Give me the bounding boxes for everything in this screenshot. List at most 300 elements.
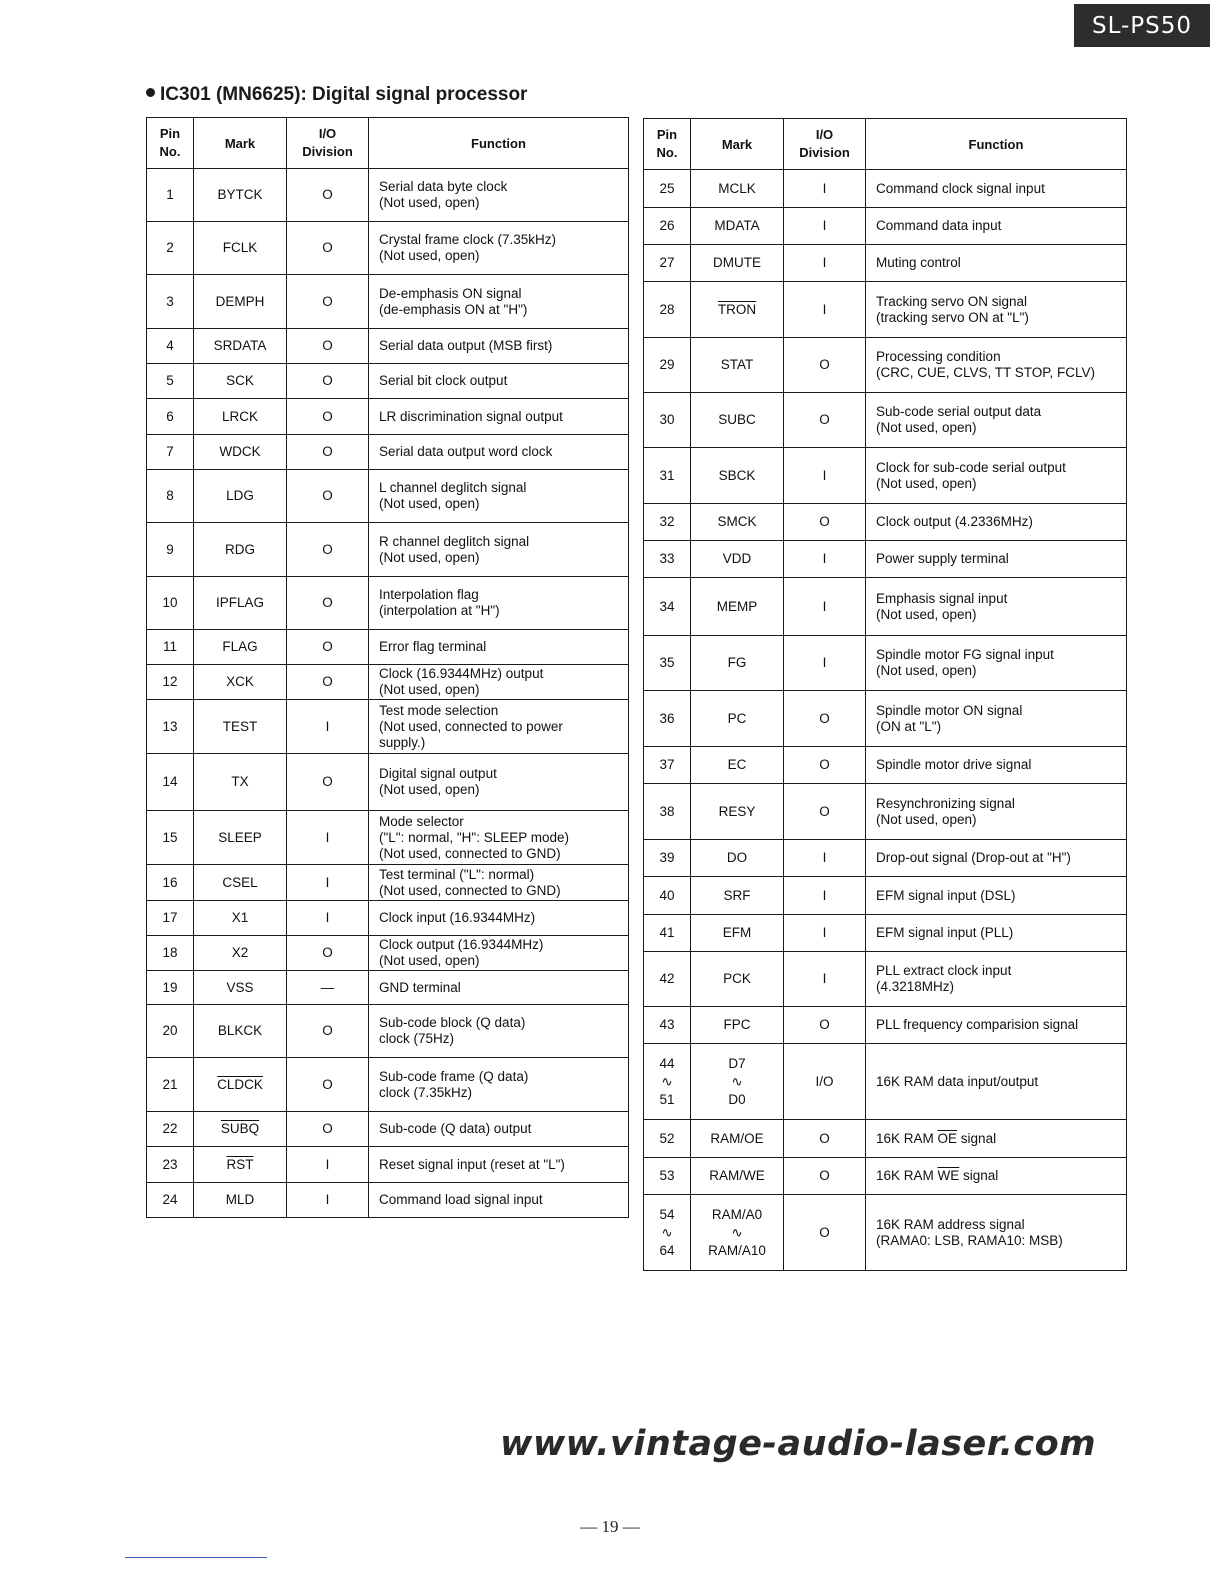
io-cell: O	[784, 504, 866, 541]
header-io-line1: I/O	[318, 126, 337, 141]
table-row	[147, 275, 629, 329]
function-line: (4.3218MHz)	[876, 979, 955, 994]
table-row	[644, 784, 1127, 840]
header-io	[784, 119, 866, 170]
function-line: Clock input (16.9344MHz)	[379, 910, 536, 925]
mark-label: EC	[727, 757, 747, 772]
io-cell: O	[784, 784, 866, 840]
function-line: (Not used, open)	[876, 606, 977, 622]
pin-number: 44	[659, 1055, 675, 1071]
section-title-text: IC301 (MN6625): Digital signal processor	[160, 84, 528, 105]
function-line: Spindle motor ON signal	[876, 702, 1023, 718]
pin-number: 27	[659, 255, 675, 270]
function-cell	[866, 208, 1127, 245]
table-row	[644, 1044, 1127, 1120]
mark-label: X1	[231, 910, 249, 925]
table-row	[644, 208, 1127, 245]
mark-label: FCLK	[222, 240, 258, 255]
mark-label: TX	[231, 774, 249, 789]
function-line: clock (75Hz)	[379, 1031, 455, 1046]
table-header-row	[147, 118, 629, 169]
function-line: (Not used, open)	[379, 953, 480, 968]
header-function: Function	[369, 118, 629, 169]
mark-label: X2	[231, 945, 249, 960]
mark-cell	[691, 245, 784, 282]
pin-number: 42	[659, 971, 675, 986]
table-row	[644, 578, 1127, 636]
pin-number: 1	[166, 187, 174, 202]
mark-cell	[194, 630, 287, 665]
function-line: (CRC, CUE, CLVS, TT STOP, FCLV)	[876, 365, 1096, 380]
io-cell: O	[287, 470, 369, 523]
mark-label: XCK	[226, 674, 254, 689]
function-cell	[866, 578, 1127, 636]
function-line: De-emphasis ON signal	[379, 285, 522, 301]
io-cell: I	[784, 840, 866, 877]
mark-cell	[691, 393, 784, 448]
header-pin-line1: Pin	[159, 126, 181, 141]
pin-cell	[147, 754, 194, 811]
pin-cell	[644, 1044, 691, 1120]
pin-cell	[147, 1005, 194, 1058]
function-line: Clock for sub-code serial output	[876, 459, 1066, 475]
header-function: Function	[866, 119, 1127, 170]
io-cell: O	[287, 523, 369, 577]
pin-cell	[644, 691, 691, 747]
io-cell: O	[287, 754, 369, 811]
pin-cell	[147, 901, 194, 936]
function-line: R channel deglitch signal	[379, 533, 530, 549]
table-row	[644, 393, 1127, 448]
mark-label: ∿	[731, 1224, 743, 1240]
function-line: EFM signal input (DSL)	[876, 887, 1016, 903]
io-cell: O	[287, 1112, 369, 1147]
function-cell	[369, 936, 629, 971]
mark-cell	[194, 665, 287, 700]
pin-number: 21	[162, 1076, 178, 1092]
header-pin-line2: No.	[159, 144, 181, 159]
function-cell	[369, 1112, 629, 1147]
function-line: Interpolation flag	[379, 587, 479, 602]
pin-number: 14	[162, 774, 178, 789]
io-cell: O	[287, 364, 369, 399]
table-row	[644, 840, 1127, 877]
left-rows	[147, 169, 629, 1218]
io-cell: I	[287, 1183, 369, 1218]
mark-label: RDG	[225, 541, 255, 557]
pin-number: 31	[659, 467, 675, 483]
function-cell	[369, 169, 629, 222]
mark-cell	[691, 541, 784, 578]
pin-number: 39	[659, 850, 675, 865]
pin-number: 16	[162, 874, 178, 890]
pin-cell	[147, 577, 194, 630]
function-cell	[369, 1147, 629, 1183]
pin-number: 37	[659, 757, 675, 772]
table-row	[147, 1147, 629, 1183]
table-row	[644, 245, 1127, 282]
function-cell	[369, 1183, 629, 1218]
pin-number: 51	[659, 1091, 675, 1107]
pin-cell	[644, 915, 691, 952]
function-line: supply.)	[379, 734, 426, 750]
function-line: (tracking servo ON at "L")	[876, 309, 1029, 325]
pin-cell	[644, 448, 691, 504]
mark-cell	[691, 747, 784, 784]
mark-cell	[691, 208, 784, 245]
function-cell	[866, 541, 1127, 578]
pin-cell	[644, 747, 691, 784]
pin-cell	[147, 470, 194, 523]
pin-cell	[644, 840, 691, 877]
function-line: (Not used, connected to power	[379, 718, 563, 734]
function-cell	[866, 1007, 1127, 1044]
table-row	[147, 865, 629, 901]
io-cell: I/O	[784, 1044, 866, 1120]
mark-cell	[691, 448, 784, 504]
header-mark: Mark	[194, 118, 287, 169]
mark-cell	[194, 811, 287, 865]
function-line: LR discrimination signal output	[379, 408, 563, 424]
function-line: (Not used, open)	[876, 663, 977, 678]
function-line: Digital signal output	[379, 766, 497, 781]
function-line: (Not used, open)	[379, 549, 480, 565]
function-line: Power supply terminal	[876, 551, 1009, 566]
function-cell	[866, 1158, 1127, 1195]
function-cell	[369, 329, 629, 364]
pin-cell	[644, 541, 691, 578]
mark-cell	[194, 700, 287, 754]
pin-cell	[147, 523, 194, 577]
pin-cell	[644, 170, 691, 208]
function-cell	[866, 1120, 1127, 1158]
pin-cell	[147, 329, 194, 364]
pin-number: 11	[162, 639, 177, 654]
pin-cell	[147, 222, 194, 275]
io-cell: I	[287, 811, 369, 865]
table-row	[644, 747, 1127, 784]
function-line: (Not used, open)	[379, 248, 480, 263]
table-row	[147, 399, 629, 435]
mark-cell	[691, 840, 784, 877]
function-cell	[369, 470, 629, 523]
io-cell: O	[784, 1120, 866, 1158]
pin-cell	[644, 208, 691, 245]
pin-number: 13	[162, 718, 178, 734]
function-line: (RAMA0: LSB, RAMA10: MSB)	[876, 1232, 1063, 1248]
header-mark: Mark	[691, 119, 784, 170]
function-cell	[369, 901, 629, 936]
function-cell	[369, 971, 629, 1005]
pin-number: 10	[162, 595, 178, 610]
function-line: (Not used, open)	[876, 475, 977, 491]
table-row	[147, 222, 629, 275]
function-cell	[866, 448, 1127, 504]
function-line: L channel deglitch signal	[379, 480, 527, 495]
mark-label: SUBQ	[220, 1121, 260, 1136]
mark-label: IPFLAG	[215, 595, 264, 610]
function-cell	[866, 915, 1127, 952]
pin-number: 23	[162, 1156, 178, 1172]
function-cell	[866, 747, 1127, 784]
mark-label: CLDCK	[217, 1076, 263, 1092]
mark-cell	[691, 915, 784, 952]
pin-number: 17	[162, 910, 178, 925]
mark-label: BYTCK	[217, 187, 263, 202]
mark-label: $\overline{RST}$	[226, 1156, 254, 1172]
pin-number: 4	[166, 338, 174, 353]
function-line: Test mode selection	[379, 702, 499, 718]
pin-number: 54	[659, 1206, 675, 1222]
mark-cell	[194, 936, 287, 971]
table-row	[147, 971, 629, 1005]
pin-cell	[147, 1112, 194, 1147]
mark-label: D0	[728, 1091, 746, 1107]
function-cell	[866, 282, 1127, 338]
function-cell	[866, 1195, 1127, 1271]
function-line: Spindle motor drive signal	[876, 757, 1032, 772]
io-cell: O	[287, 222, 369, 275]
function-cell	[369, 275, 629, 329]
table-row	[644, 448, 1127, 504]
mark-cell	[194, 364, 287, 399]
model-badge: SL-PS50	[1074, 4, 1210, 47]
mark-cell	[194, 470, 287, 523]
mark-label: MLD	[225, 1192, 255, 1207]
mark-label: LRCK	[221, 408, 258, 424]
function-cell	[866, 1044, 1127, 1120]
pin-cell	[147, 364, 194, 399]
io-cell: I	[287, 700, 369, 754]
pin-cell	[644, 1007, 691, 1044]
pin-cell	[147, 700, 194, 754]
function-cell	[866, 691, 1127, 747]
function-line: Mode selector	[379, 813, 464, 829]
io-cell: O	[784, 1158, 866, 1195]
function-cell	[369, 665, 629, 700]
mark-cell	[194, 1058, 287, 1112]
mark-label: FG	[727, 655, 747, 670]
function-line: PLL frequency comparision signal	[876, 1017, 1079, 1032]
table-row	[147, 577, 629, 630]
header-pin-line1: Pin	[656, 127, 678, 142]
function-cell	[866, 245, 1127, 282]
function-line: Command load signal input	[379, 1192, 543, 1207]
mark-cell	[691, 338, 784, 393]
function-line: ("L": normal, "H": SLEEP mode)	[379, 829, 569, 845]
io-cell: O	[287, 1058, 369, 1112]
mark-cell	[691, 1158, 784, 1195]
function-line: 16K RAM address signal	[876, 1216, 1025, 1232]
table-row	[644, 170, 1127, 208]
header-io-line2: Division	[799, 145, 850, 160]
mark-label: BLKCK	[217, 1023, 263, 1038]
pin-number: 12	[162, 674, 178, 689]
pin-table-right	[643, 118, 1127, 1271]
mark-cell	[194, 1112, 287, 1147]
function-cell	[866, 393, 1127, 448]
io-cell: I	[784, 208, 866, 245]
pin-cell	[644, 578, 691, 636]
pin-number: 25	[659, 180, 675, 196]
io-cell: O	[784, 1007, 866, 1044]
mark-cell	[194, 523, 287, 577]
io-cell: I	[784, 282, 866, 338]
table-row	[147, 754, 629, 811]
pin-cell	[644, 784, 691, 840]
pin-table-left	[146, 117, 629, 1218]
function-line: (ON at "L")	[876, 718, 942, 734]
mark-cell	[691, 1007, 784, 1044]
function-cell	[369, 700, 629, 754]
table-header-row	[644, 119, 1127, 170]
table-row	[644, 1195, 1127, 1271]
overline-text: $\overline{OE}$	[937, 1130, 958, 1146]
table-row	[644, 282, 1127, 338]
mark-label: PCK	[723, 971, 751, 986]
mark-label: LDG	[226, 488, 254, 503]
table-row	[147, 1183, 629, 1218]
mark-label: PC	[727, 710, 747, 726]
function-cell	[866, 877, 1127, 915]
mark-label: SRF	[723, 887, 751, 903]
function-cell	[369, 1058, 629, 1112]
pin-number: 5	[166, 373, 174, 388]
table-row	[147, 1005, 629, 1058]
table-row	[644, 636, 1127, 691]
io-cell: O	[287, 1005, 369, 1058]
mark-cell	[194, 169, 287, 222]
table-row	[147, 435, 629, 470]
table-row	[644, 952, 1127, 1007]
function-line: Tracking servo ON signal	[876, 293, 1028, 309]
function-line: (Not used, open)	[876, 811, 977, 827]
function-line: (Not used, open)	[379, 682, 480, 697]
function-cell	[369, 435, 629, 470]
io-cell: O	[784, 393, 866, 448]
function-line: (Not used, open)	[876, 420, 977, 435]
pin-cell	[147, 399, 194, 435]
function-cell	[866, 840, 1127, 877]
pin-number: 20	[162, 1023, 178, 1038]
pin-number: 18	[162, 945, 178, 960]
mark-cell	[691, 1044, 784, 1120]
pin-cell	[147, 811, 194, 865]
function-line: clock (7.35kHz)	[379, 1084, 473, 1100]
pin-cell	[147, 1147, 194, 1183]
table-row	[147, 665, 629, 700]
mark-label: SCK	[226, 373, 254, 388]
pin-cell	[644, 952, 691, 1007]
function-line: Clock output (16.9344MHz)	[379, 937, 544, 952]
function-line: (de-emphasis ON at "H")	[379, 301, 528, 317]
io-cell: O	[784, 747, 866, 784]
table-row	[644, 338, 1127, 393]
pin-cell	[147, 1058, 194, 1112]
pin-number: 30	[659, 412, 675, 427]
pin-cell	[147, 169, 194, 222]
function-cell	[369, 577, 629, 630]
table-row	[147, 1112, 629, 1147]
pin-cell	[644, 245, 691, 282]
mark-label: RESY	[718, 803, 756, 819]
pin-cell	[147, 865, 194, 901]
mark-label: CSEL	[222, 874, 258, 890]
mark-label: WDCK	[219, 444, 261, 459]
table-row	[644, 1007, 1127, 1044]
mark-label: ∿	[731, 1073, 743, 1089]
pin-number: 24	[162, 1192, 178, 1207]
pin-cell	[147, 665, 194, 700]
mark-label: MCLK	[718, 180, 756, 196]
table-row	[147, 470, 629, 523]
pin-number: 22	[162, 1121, 178, 1136]
io-cell: I	[784, 170, 866, 208]
function-line: Sub-code frame (Q data)	[379, 1068, 529, 1084]
function-line: PLL extract clock input	[876, 963, 1012, 978]
function-cell	[369, 754, 629, 811]
function-cell	[866, 952, 1127, 1007]
pin-number: 53	[659, 1168, 675, 1183]
io-cell: I	[784, 877, 866, 915]
header-pin	[147, 118, 194, 169]
divider	[125, 1557, 267, 1558]
pin-number: 32	[659, 514, 675, 529]
function-line: EFM signal input (PLL)	[876, 925, 1014, 940]
function-line: (Not used, open)	[379, 496, 480, 511]
pin-cell	[147, 275, 194, 329]
mark-cell	[691, 282, 784, 338]
function-line: Processing condition	[876, 349, 1001, 364]
function-line: Serial data output word clock	[379, 444, 553, 459]
io-cell: O	[287, 577, 369, 630]
io-cell: I	[784, 636, 866, 691]
mark-label: SUBC	[718, 412, 756, 427]
function-cell	[866, 784, 1127, 840]
pin-number: ∿	[661, 1073, 673, 1089]
function-line: (Not used, open)	[379, 195, 480, 210]
function-line: Test terminal ("L": normal)	[379, 866, 535, 882]
header-io-line2: Division	[302, 144, 353, 159]
io-cell: O	[287, 169, 369, 222]
function-line: Reset signal input (reset at "L")	[379, 1156, 565, 1172]
mark-label: STAT	[720, 357, 754, 372]
io-cell: I	[784, 915, 866, 952]
function-line: Sub-code serial output data	[876, 404, 1042, 419]
pin-number: 35	[659, 655, 675, 670]
mark-cell	[194, 1147, 287, 1183]
mark-cell	[194, 1183, 287, 1218]
function-line: Serial data output (MSB first)	[379, 338, 553, 353]
function-line: (interpolation at "H")	[379, 603, 500, 618]
mark-cell	[194, 399, 287, 435]
mark-cell	[194, 577, 287, 630]
pin-number: 15	[162, 829, 178, 845]
pin-cell	[644, 338, 691, 393]
section-title	[146, 84, 527, 106]
mark-cell	[691, 1120, 784, 1158]
mark-label: TEST	[222, 718, 258, 734]
table-row	[147, 523, 629, 577]
function-cell	[866, 504, 1127, 541]
mark-label: RAM/WE	[709, 1168, 765, 1183]
mark-cell	[691, 877, 784, 915]
function-line: Drop-out signal (Drop-out at "H")	[876, 850, 1071, 865]
function-cell	[369, 811, 629, 865]
io-cell: I	[784, 578, 866, 636]
header-pin-line2: No.	[656, 145, 678, 160]
pin-cell	[147, 435, 194, 470]
